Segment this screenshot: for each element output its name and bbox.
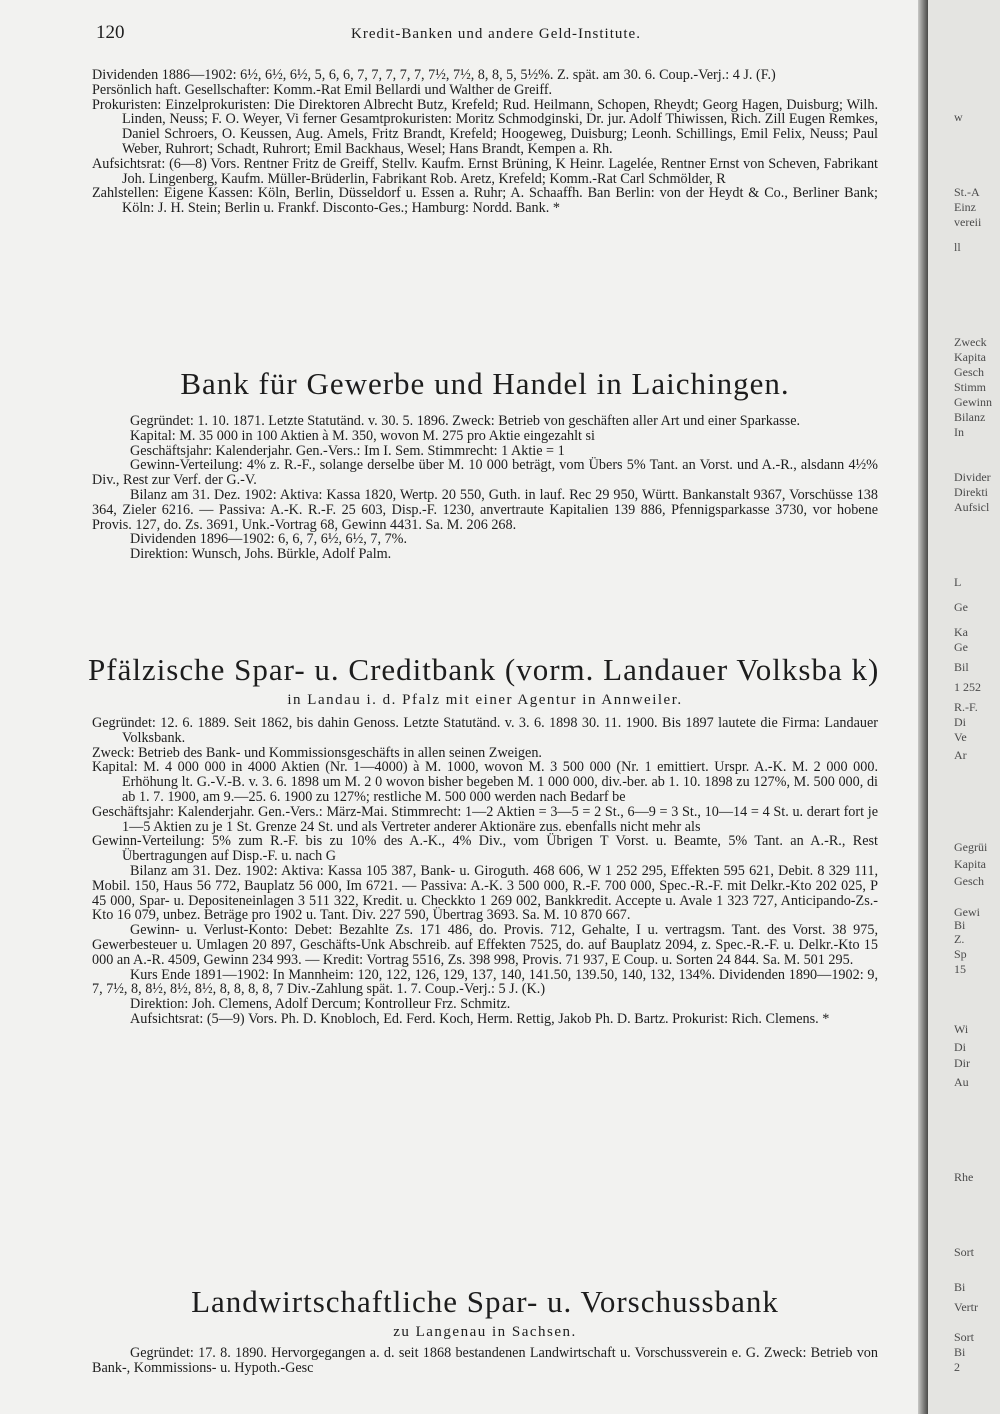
gegruendet-line: Gegründet: 12. 6. 1889. Seit 1862, bis dahin Genoss. Letzte Statutänd. v. 3. 6. 1898 30. 11. 1900. Bis 1897 lautete die Firma: Landauer Volksbank.: [92, 715, 878, 746]
geschaeftsjahr-paragraph: Geschäftsjahr: Kalenderjahr. Gen.-Vers.: März-Mai. Stimmrecht: 1—2 Aktien = 3—5 = 2 St., 6—9 = 3 St., 10—14 = 4 St. u. derart fort je 1—5 Aktien zu je 1 St. Grenze 24 St. und als Vertreter anderer Aktionäre zus. ebenfalls nicht mehr als: [92, 803, 878, 835]
adjacent-page-fragment: Ge: [954, 640, 968, 654]
entry-heading-pfaelzische: Pfälzische Spar- u. Creditbank (vorm. Landauer Volksba k): [88, 652, 880, 687]
adjacent-page-fragment: Gesch: [954, 874, 984, 888]
adjacent-page-fragment: Zweck: [954, 335, 987, 349]
adjacent-page-fragment: Ka: [954, 625, 968, 639]
adjacent-page-fragment: Rhe: [954, 1170, 974, 1184]
adjacent-page-fragment: In: [954, 425, 964, 439]
adjacent-page-fragment: vereii: [954, 215, 982, 229]
adjacent-page-fragment: Au: [954, 1075, 969, 1089]
bilanz-paragraph: Bilanz am 31. Dez. 1902: Aktiva: Kassa 1820, Wertp. 20 550, Guth. in lauf. Rec 29 950, Württ. Bankanstalt 9367, Vorschüsse 138 364, Zieler 6216. — Passiva: A.-K. R.-F. 25 603, Disp.-F. 1230, anvertraute Kapitalien 139 886, Pfennigsparkasse 3730, vor hobene Provis. 127, do. Zs. 3691, Unk.-Vortrag 68, Gewinn 4431. Sa. M. 206 268.: [92, 486, 878, 533]
page-fold-shadow: [918, 0, 928, 1414]
dividenden-line: Dividenden 1896—1902: 6, 6, 7, 6½, 6½, 7, 7%.: [130, 531, 408, 548]
adjacent-page-fragment: R.-F.: [954, 700, 978, 714]
entry-body-langenau: [92, 1346, 878, 1376]
entry-body-laichingen: [92, 414, 878, 562]
direktion-line: Direktion: Wunsch, Johs. Bürkle, Adolf Palm.: [130, 546, 392, 563]
entry-heading-laichingen: Bank für Gewerbe und Handel in Laichingen.: [180, 366, 790, 401]
entry-subtitle-langenau: zu Langenau in Sachsen.: [393, 1324, 577, 1340]
adjacent-page-fragment: Sort: [954, 1245, 975, 1259]
adjacent-page-fragment: Einz: [954, 200, 976, 214]
prokuristen-paragraph: Prokuristen: Einzelprokuristen: Die Direktoren Albrecht Butz, Krefeld; Rud. Heilmann, Schopen, Rheydt; Georg Hagen, Duisburg; Wilh. Linden, Neuss; F. O. Weyer, Vi ferner Gesamtprokuristen: Moritz Schmodginski, Dr. jur. Adolf Thiwissen, Rich. Zill Eugen Remkes, Daniel Schroers, O. Keussen, Aug. Amels, Fritz Brandt, Krefeld; Hoogeweg, Duisburg; Leonh. Schillings, Emil Felix, Neuss; Paul Weber, Ruhrort; Schadt, Ruhrort; Emil Backhaus, Wesel; Hans Brandt, Kempen a. Rh.: [92, 96, 878, 157]
kapital-line: Kapital: M. 35 000 in 100 Aktien à M. 350, wovon M. 275 pro Aktie eingezahlt si: [130, 427, 595, 444]
entry-body-pfaelzische: [92, 716, 878, 1027]
adjacent-page-fragment: Vertr: [954, 1300, 978, 1314]
adjacent-page-fragment: Gewi: [954, 905, 980, 919]
adjacent-page-fragment: 2: [954, 1360, 960, 1374]
adjacent-page-fragment: Divider: [954, 470, 991, 484]
adjacent-page-fragment: w: [954, 110, 963, 124]
adjacent-page-fragment: Gegrüi: [954, 840, 988, 854]
gesellschafter-line: Persönlich haft. Gesellschafter: Komm.-Rat Emil Bellardi und Walther de Greiff.: [92, 81, 553, 98]
zahlstellen-paragraph: Zahlstellen: Eigene Kassen: Köln, Berlin, Düsseldorf u. Essen a. Ruhr; A. Schaaffh. Ban Berlin: von der Heydt & Co., Berliner Bank; Köln: J. H. Stein; Berlin u. Frankf. Disconto-Ges.; Hamburg: Nordd. Bank. *: [92, 185, 878, 217]
adjacent-page-fragment: Bi: [954, 1280, 966, 1294]
adjacent-page-fragment: Kapita: [954, 350, 986, 364]
gegruendet-paragraph: Gegründet: 17. 8. 1890. Hervorgegangen a. d. seit 1868 bestandenen Landwirtschaft u. Vorschussverein e. G. Zweck: Betrieb von Bank-, Kommissions- u. Hypoth.-Gesc: [92, 1345, 878, 1376]
adjacent-page-fragment: Bil: [954, 660, 969, 674]
adjacent-page-fragment: Z.: [954, 932, 965, 946]
running-title: Kredit-Banken und andere Geld-Institute.: [351, 26, 641, 42]
aufsichtsrat-paragraph: Aufsichtsrat: (5—9) Vors. Ph. D. Knobloch, Ed. Ferd. Koch, Herm. Rettig, Jakob Ph. D. Bartz. Prokurist: Rich. Clemens. *: [130, 1010, 830, 1027]
adjacent-page-fragment: Ge: [954, 600, 968, 614]
adjacent-page-fragment: 1 252: [954, 680, 981, 694]
gegruendet-line: Gegründet: 1. 10. 1871. Letzte Statutänd. v. 30. 5. 1896. Zweck: Betrieb von geschäften aller Art und einer Sparkasse.: [130, 413, 801, 429]
aufsichtsrat-paragraph: Aufsichtsrat: (6—8) Vors. Rentner Fritz de Greiff, Stellv. Kaufm. Ernst Brüning, K Heinr. Lagelée, Rentner Ernst von Scheven, Fabrikant Joh. Lingenberg, Kaufm. Müller-Brüderlin, Fabrikant Rob. Aretz, Krefeld; Komm.-Rat Carl Schmölder, R: [92, 155, 878, 187]
page-number: 120: [96, 22, 125, 43]
adjacent-page-fragment: Aufsicl: [954, 500, 990, 514]
entry-heading-langenau: Landwirtschaftliche Spar- u. Vorschussbank: [191, 1284, 779, 1319]
entry-subtitle-landau: in Landau i. d. Pfalz mit einer Agentur in Annweiler.: [287, 692, 683, 708]
adjacent-page-fragment: Ve: [954, 730, 967, 744]
gewinn-verteilung-line: Gewinn-Verteilung: 4% z. R.-F., solange derselbe über M. 10 000 beträgt, vom Übers 5% Tant. an Vorst. und A.-R., alsdann 4½% Div., Rest zur Verf. der G.-V.: [92, 457, 878, 489]
geschaeftsjahr-line: Geschäftsjahr: Kalenderjahr. Gen.-Vers.: Im I. Sem. Stimmrecht: 1 Aktie = 1: [130, 442, 565, 459]
direktion-line: Direktion: Joh. Clemens, Adolf Dercum; Kontrolleur Frz. Schmitz.: [130, 996, 511, 1013]
adjacent-page-fragment: Stimm: [954, 380, 987, 394]
gewinn-verlust-konto-paragraph: Gewinn- u. Verlust-Konto: Debet: Bezahlte Zs. 171 486, do. Provis. 712, Gehalte, I u. vertragsm. Tant. des Vorst. 38 975, Gewerbesteuer u. Umlagen 20 897, Geschäfts-Unk Abschreib. auf Effekten 7525, do. auf Bauplatz 2094, z. Spec.-R.-F. u. Delkr.-Kto 15 000 an A.-R. 4509, Gewinn 234 993. — Kredit: Vortrag 5516, Zs. 398 998, Provis. 71 937, E Coup. u. Sorten 24 844. Sa. M. 501 295.: [92, 922, 878, 968]
kurs-dividenden-paragraph: Kurs Ende 1891—1902: In Mannheim: 120, 122, 126, 129, 137, 140, 141.50, 139.50, 140, 132, 134%. Dividenden 1890—1902: 9, 7, 7½, 8, 8½, 8½, 8½, 8, 8, 8, 8, 7 Div.-Zahlung spät. 1. 7. Coup.-Verj.: 5 J. (K.): [92, 966, 878, 998]
kapital-paragraph: Kapital: M. 4 000 000 in 4000 Aktien (Nr. 1—4000) à M. 1000, wovon M. 3 500 000 (Nr. 1 emittiert. Urspr. A.-K. M. 2 000 000. Erhöhung lt. G.-V.-B. v. 3. 6. 1898 um M. 2 0 wovon bisher begeben M. 1 000 000, div.-ber. ab 1. 10. 1898 zu 127%, M. 500 000, di ab 1. 7. 1900, am 9.—25. 6. 1900 zu 127%; restliche M. 500 000 werden nach Bedarf be: [92, 759, 878, 805]
adjacent-page-fragment: Direkti: [954, 485, 988, 499]
adjacent-page-fragment: Wi: [954, 1022, 969, 1036]
adjacent-page-fragment: Di: [954, 1040, 966, 1054]
bilanz-paragraph: Bilanz am 31. Dez. 1902: Aktiva: Kassa 105 387, Bank- u. Giroguth. 468 606, W 1 252 295, Effekten 595 621, Debit. 8 329 111, Mobil. 150, Haus 56 772, Bauplatz 56 000, Im 6721. — Passiva: A.-K. 3 500 000, R.-F. 700 000, Spec.-R.-F. mit Delkr.-Kto 202 025, P 45 000, Spar- u. Depositeneinlagen 3 511 322, Kredit. u. Checkkto 1 269 002, Bankkredit. Accepte u. Avale 1 323 727, Anticipando-Zs.-Kto 16 079, unbez. Beträge pro 1902 u. Tant. Div. 227 590, Übertrag 3693. Sa. M. 10 870 667.: [92, 862, 878, 924]
adjacent-page-fragment: Bi: [954, 918, 966, 932]
adjacent-page-fragment: Bi: [954, 1345, 966, 1359]
adjacent-page-fragment: ll: [954, 240, 961, 254]
running-header: [96, 22, 896, 46]
entry-continued: [92, 68, 878, 216]
adjacent-page-fragment: Gesch: [954, 365, 984, 379]
dividenden-line: Dividenden 1886—1902: 6½, 6½, 6½, 5, 6, 6, 7, 7, 7, 7, 7, 7½, 7½, 8, 8, 5, 5½%. Z. spät. am 30. 6. Coup.-Verj.: 4 J. (F.): [92, 67, 776, 83]
zweck-line: Zweck: Betrieb des Bank- und Kommissionsgeschäfts in allen seinen Zweigen.: [92, 744, 542, 761]
adjacent-page-fragment: Sp: [954, 947, 967, 961]
adjacent-page-fragment: St.-A: [954, 185, 980, 199]
adjacent-page-fragment: Sort: [954, 1330, 975, 1344]
adjacent-page-fragment: Bilanz: [954, 410, 986, 424]
adjacent-page-fragment: Gewinn: [954, 395, 992, 409]
adjacent-page-edge: [928, 0, 1000, 1414]
gewinn-verteilung-paragraph: Gewinn-Verteilung: 5% zum R.-F. bis zu 10% des A.-K., 4% Div., vom Übrigen T Vorst. u. Beamte, 5% Tant. an A.-R., Rest Übertragungen auf Disp.-F. u. nach G: [92, 833, 878, 865]
adjacent-page-fragment: 15: [954, 962, 966, 976]
adjacent-page-fragment: Di: [954, 715, 966, 729]
adjacent-page-fragment: Ar: [954, 748, 967, 762]
adjacent-page-fragment: Dir: [954, 1056, 970, 1070]
adjacent-page-fragment: Kapita: [954, 857, 986, 871]
adjacent-page-fragment: L: [954, 575, 962, 589]
